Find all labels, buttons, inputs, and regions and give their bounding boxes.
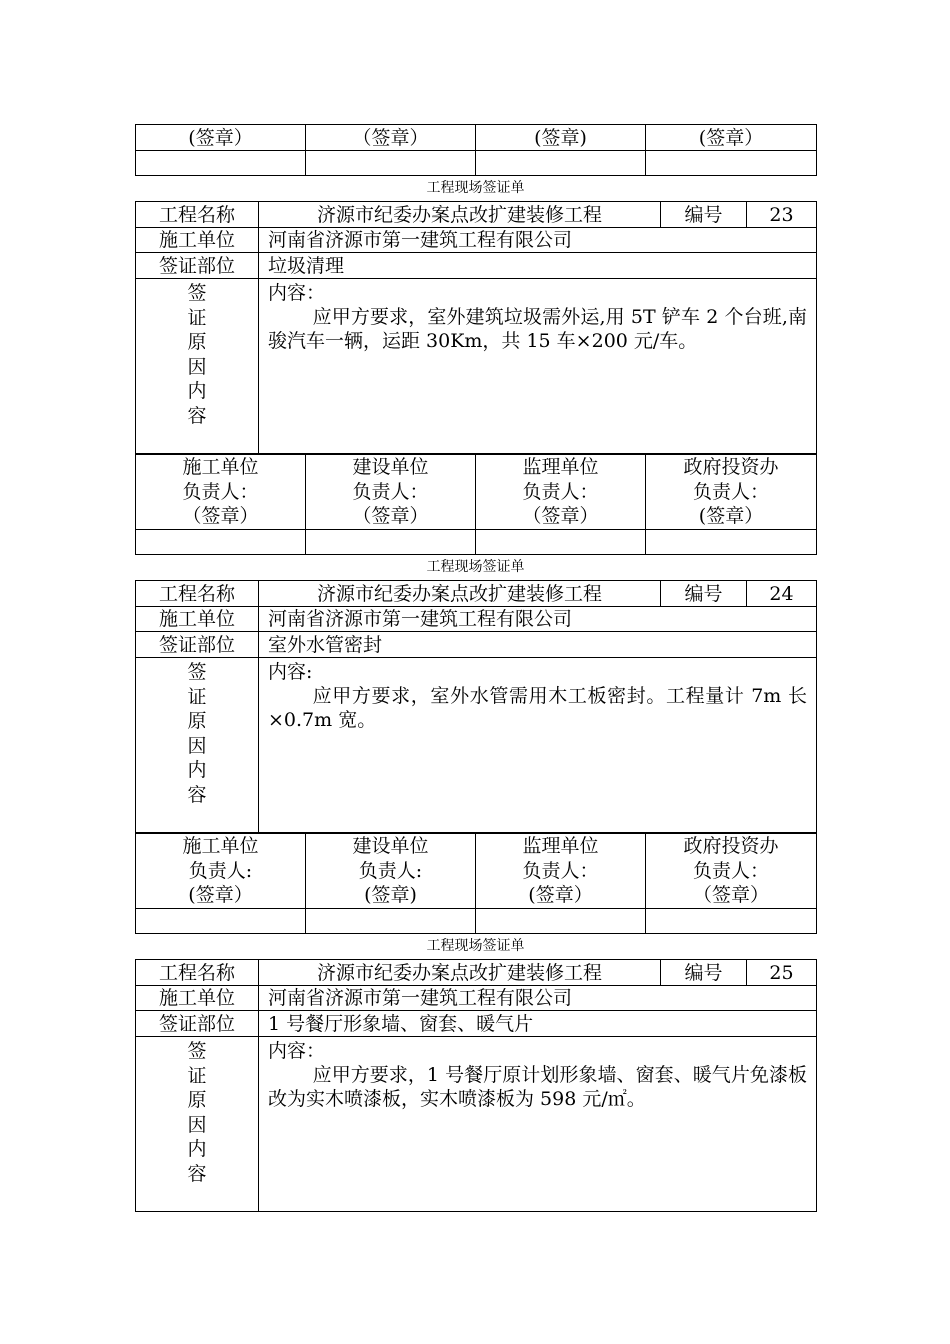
sign-cell: (签章） bbox=[646, 125, 817, 151]
blank-cell bbox=[136, 151, 306, 176]
sign-cell: (签章） bbox=[136, 125, 306, 151]
signature-owner: 建设单位 负责人： （签章） bbox=[306, 455, 476, 530]
signature-investment-office: 政府投资办 负责人： （签章） bbox=[646, 834, 817, 909]
blank-cell bbox=[136, 530, 306, 555]
visa-form-24 bbox=[135, 580, 816, 934]
blank-cell bbox=[646, 530, 817, 555]
blank-cell bbox=[306, 530, 476, 555]
form-caption: 工程现场签证单 bbox=[426, 938, 525, 954]
signature-investment-office: 政府投资办 负责人： (签章） bbox=[646, 455, 817, 530]
content-text: 应甲方要求，室外建筑垃圾需外运,用 5T 铲车 2 个台班,南骏汽车一辆，运距 30Km，共 15 车×200 元/车。 bbox=[268, 306, 807, 352]
project-name-label: 工程名称 bbox=[136, 202, 259, 228]
signature-contractor: 施工单位 负责人: (签章） bbox=[136, 834, 306, 909]
content-text: 应甲方要求，1 号餐厅原计划形象墙、窗套、暖气片免漆板改为实木喷漆板，实木喷漆板为 598 元/㎡。 bbox=[268, 1064, 807, 1110]
blank-cell bbox=[476, 909, 646, 934]
reason-label: 签 证 原 因 内 容 bbox=[136, 658, 259, 833]
visa-location: 室外水管密封 bbox=[259, 632, 817, 658]
visa-content bbox=[259, 279, 817, 454]
signature-supervisor: 监理单位 负责人： (签章） bbox=[476, 834, 646, 909]
signature-supervisor: 监理单位 负责人： （签章） bbox=[476, 455, 646, 530]
contractor-label: 施工单位 bbox=[136, 607, 259, 632]
blank-cell bbox=[646, 151, 817, 176]
form-number: 24 bbox=[747, 581, 817, 607]
number-label: 编号 bbox=[661, 581, 747, 607]
signature-owner: 建设单位 负责人: (签章) bbox=[306, 834, 476, 909]
form-caption: 工程现场签证单 bbox=[426, 559, 525, 575]
blank-cell bbox=[476, 151, 646, 176]
visa-location: 1 号餐厅形象墙、窗套、暖气片 bbox=[259, 1011, 817, 1037]
content-text: 应甲方要求，室外水管需用木工板密封。工程量计 7m 长×0.7m 宽。 bbox=[268, 685, 807, 731]
sign-cell: (签章) bbox=[476, 125, 646, 151]
project-name-label: 工程名称 bbox=[136, 581, 259, 607]
reason-label: 签 证 原 因 内 容 bbox=[136, 279, 259, 454]
contractor-label: 施工单位 bbox=[136, 228, 259, 253]
location-label: 签证部位 bbox=[136, 253, 259, 279]
blank-cell bbox=[646, 909, 817, 934]
content-heading: 内容： bbox=[268, 282, 326, 304]
form-number: 25 bbox=[747, 960, 817, 986]
content-heading: 内容： bbox=[268, 1040, 326, 1062]
location-label: 签证部位 bbox=[136, 632, 259, 658]
project-name: 济源市纪委办案点改扩建装修工程 bbox=[259, 960, 661, 986]
reason-label: 签 证 原 因 内 容 bbox=[136, 1037, 259, 1212]
number-label: 编号 bbox=[661, 960, 747, 986]
visa-form-25 bbox=[135, 959, 816, 1212]
project-name: 济源市纪委办案点改扩建装修工程 bbox=[259, 202, 661, 228]
number-label: 编号 bbox=[661, 202, 747, 228]
visa-content bbox=[259, 1037, 817, 1212]
signature-contractor: 施工单位 负责人： （签章） bbox=[136, 455, 306, 530]
blank-cell bbox=[136, 909, 306, 934]
form-number: 23 bbox=[747, 202, 817, 228]
content-heading: 内容: bbox=[268, 661, 313, 683]
visa-content bbox=[259, 658, 817, 833]
project-name: 济源市纪委办案点改扩建装修工程 bbox=[259, 581, 661, 607]
contractor-label: 施工单位 bbox=[136, 986, 259, 1011]
location-label: 签证部位 bbox=[136, 1011, 259, 1037]
visa-location: 垃圾清理 bbox=[259, 253, 817, 279]
sign-cell: （签章） bbox=[306, 125, 476, 151]
blank-cell bbox=[306, 151, 476, 176]
contractor-name: 河南省济源市第一建筑工程有限公司 bbox=[259, 986, 817, 1011]
blank-cell bbox=[306, 909, 476, 934]
visa-form-23 bbox=[135, 201, 816, 555]
project-name-label: 工程名称 bbox=[136, 960, 259, 986]
contractor-name: 河南省济源市第一建筑工程有限公司 bbox=[259, 607, 817, 632]
blank-cell bbox=[476, 530, 646, 555]
contractor-name: 河南省济源市第一建筑工程有限公司 bbox=[259, 228, 817, 253]
form-caption: 工程现场签证单 bbox=[426, 180, 525, 196]
previous-form-fragment bbox=[135, 124, 816, 176]
